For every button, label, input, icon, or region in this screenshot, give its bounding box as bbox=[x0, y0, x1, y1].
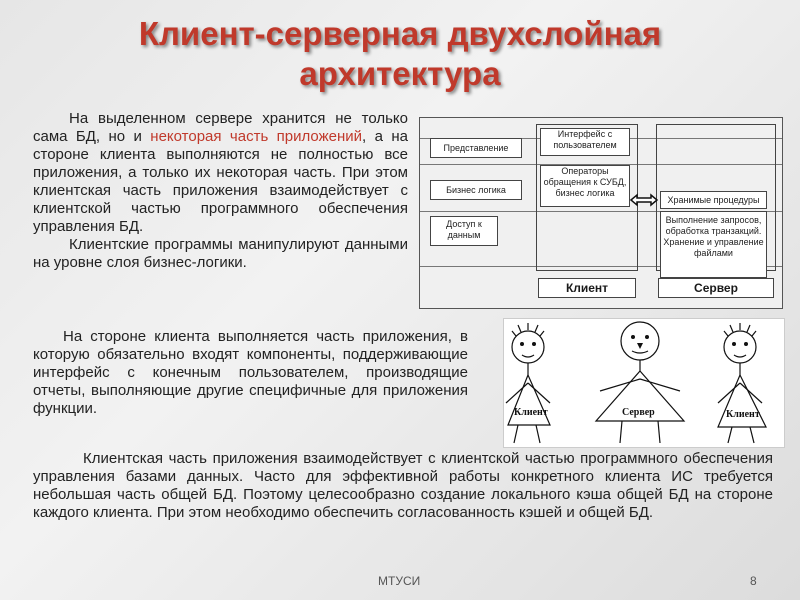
paragraph-server-storage bbox=[33, 110, 408, 272]
figure-client-right bbox=[718, 323, 766, 443]
figure-center-label: Сервер bbox=[622, 407, 655, 418]
paragraph1-highlight: некоторая часть приложений bbox=[150, 128, 363, 145]
client-server-figures bbox=[503, 318, 785, 448]
paragraph-client-side bbox=[33, 328, 468, 418]
two-tier-diagram bbox=[419, 117, 783, 309]
paragraph1-part2: , а на стороне клиента выполняются не полностью все приложения, а только их некоторая часть. При этом клиентская часть приложения взаимодействует с клиентской частью программного обеспечения управления БД. bbox=[33, 128, 408, 235]
stick-figures-illustration bbox=[504, 319, 784, 447]
paragraph1-part1: На выделенном сервере хранится не только сама БД, но и bbox=[33, 110, 408, 145]
paragraph2-text: На стороне клиента выполняется часть приложения, в которую обязательно входят компоненты, поддерживающие интерфейс с конечным пользователем, производящие отчеты, выполняющие другие специфичные для приложения функции. bbox=[33, 328, 468, 417]
figure-server-center bbox=[596, 322, 684, 443]
paragraph-local-cache bbox=[33, 450, 773, 522]
slide-title-line2: архитектура bbox=[299, 55, 501, 92]
server-execution-box: Выполнение запросов, обработка транзакций. Хранение и управление файлами bbox=[660, 211, 767, 278]
figure-client-left bbox=[506, 323, 550, 443]
client-tier-label: Клиент bbox=[538, 278, 636, 298]
layer-data-access: Доступ к данным bbox=[430, 216, 498, 246]
paragraph3-text: Клиентская часть приложения взаимодействует с клиентской частью программного обеспечения управления базами данных. Часто для эффективной работы конкретного клиента ИС требуется небольшая часть общей БД. Поэтому целесообразно создание локального кэша общей БД на стороне каждого клиента. При этом необходимо обеспечить согласованность кэшей и общей БД. bbox=[33, 450, 773, 521]
footer-organization: МТУСИ bbox=[378, 574, 421, 588]
slide-title bbox=[0, 14, 800, 94]
figure-right-label: Клиент bbox=[726, 409, 760, 420]
paragraph1-part3: Клиентские программы манипулируют данными на уровне слоя бизнес-логики. bbox=[33, 236, 408, 271]
footer-page-number: 8 bbox=[750, 574, 757, 588]
server-procedures-box: Хранимые процедуры bbox=[660, 191, 767, 209]
server-tier-label: Сервер bbox=[658, 278, 774, 298]
figure-left-label: Клиент bbox=[514, 407, 548, 418]
client-operators-box: Операторы обращения к СУБД, бизнес логика bbox=[540, 165, 630, 207]
slide-title-line1: Клиент-серверная двухслойная bbox=[138, 15, 662, 52]
layer-business-logic: Бизнес логика bbox=[430, 180, 522, 200]
double-arrow-icon bbox=[629, 193, 659, 207]
client-interface-box: Интерфейс с пользователем bbox=[540, 128, 630, 156]
layer-presentation: Представление bbox=[430, 138, 522, 158]
